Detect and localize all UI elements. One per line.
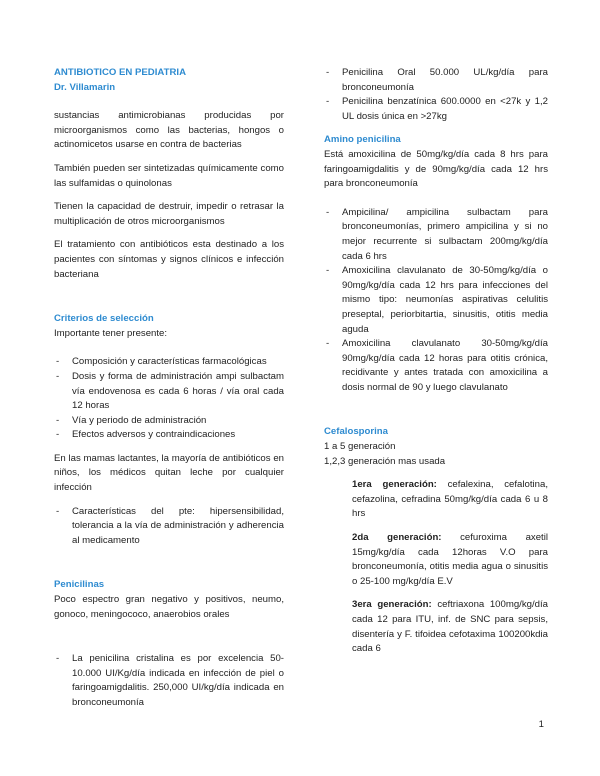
penicilinas-list-left xyxy=(54,652,284,710)
list-item: - Ampicilina/ ampicilina sulbactam para bronconeumonías, primero ampicilina y si no mejor recurrente si sulbactam 200mg/kg/día cada 6 hrs xyxy=(324,206,548,264)
list-item: - Dosis y forma de administración ampi sulbactam vía endovenosa es cada 6 horas / vía oral cada 12 horas xyxy=(54,370,284,414)
intro-paragraph: También pueden ser sintetizadas químicamente como las sulfamidas o quinolonas xyxy=(54,162,284,189)
document-title: ANTIBIOTICO EN PEDIATRIA xyxy=(54,67,187,78)
criterios-lead: Importante tener presente: xyxy=(54,327,168,339)
paciente-list xyxy=(54,505,284,549)
lactancia-paragraph: En las mamas lactantes, la mayoría de antibióticos en niños, los médicos quitan leche por cualquier infección xyxy=(54,452,284,494)
list-item: - Características del pte: hipersensibilidad, tolerancia a la vía de administración y adherencia al medicamento xyxy=(54,505,284,549)
section-heading-amino: Amino penicilina xyxy=(324,134,401,146)
amino-list xyxy=(324,206,548,396)
section-heading-cefalosporina: Cefalosporina xyxy=(324,426,388,438)
intro-paragraph: Tienen la capacidad de destruir, impedir o retrasar la multiplicación de otros microorganismos xyxy=(54,201,284,227)
list-item: - La penicilina cristalina es por excelencia 50-10.000 UI/Kg/día indicada en infección de piel o faringoamigdalitis. 250,000 UI/kg/día indicada en bronconeumonía xyxy=(54,652,284,710)
penicilinas-paragraph: Poco espectro gran negativo y positivos, neumo, gonoco, meningococo, anaerobios orales xyxy=(54,594,284,620)
generation-paragraph xyxy=(352,531,548,589)
list-item: - Penicilina Oral 50.000 UL/kg/día para bronconeumonía xyxy=(324,66,548,95)
list-item: - Amoxicilina clavulanato de 30-50mg/kg/día o 90mg/kg/día cada 12 hrs para infecciones del mismo tipo: neumonías aspirativas celulitis preseptal, periorbitartia, sinusitis, otitis media aguda xyxy=(324,264,548,337)
section-heading-criterios: Criterios de selección xyxy=(54,313,154,325)
generation-text: cefuroxima axetil 15mg/kg/día cada 12horas V.O para bronconeumonía, otitis media agua o sinusitis o 25-100 mg/kg/día E.V xyxy=(352,532,548,587)
cefalosporina-line: 1 a 5 generación xyxy=(324,441,396,453)
right-column xyxy=(324,66,548,657)
generation-label: 2da generación: xyxy=(352,532,442,544)
generation-text: cefalexina, cefalotina, cefazolina, cefradina 50mg/kg/día cada 6 u 8 hrs xyxy=(352,479,548,520)
amino-paragraph: Está amoxicilina de 50mg/kg/día cada 8 hrs para faringoamigdalitis y de 90mg/kg/día cada 12 hrs para bronconeumonía xyxy=(324,148,548,190)
section-heading-penicilinas: Penicilinas xyxy=(54,579,105,591)
generation-paragraph xyxy=(352,598,548,656)
penicilinas-list-right xyxy=(324,66,548,124)
intro-paragraph: sustancias antimicrobianas producidas por microorganismos como las bacterias, hongos o actinomicetos usarse en contra de bacterias xyxy=(54,110,284,151)
generation-paragraph xyxy=(352,478,548,522)
list-item: - Penicilina benzatínica 600.0000 en <27k y 1,2 UL dosis única en >27kg xyxy=(324,95,548,124)
page-number: 1 xyxy=(538,719,544,730)
intro-paragraph: El tratamiento con antibióticos esta destinado a los pacientes con síntomas y signos clínicos e infección bacteriana xyxy=(54,239,284,280)
list-item: - Vía y periodo de administración xyxy=(54,414,284,429)
criterios-list xyxy=(54,355,284,443)
generation-label: 3era generación: xyxy=(352,599,432,611)
generaciones-block xyxy=(324,478,548,657)
generation-label: 1era generación: xyxy=(352,479,437,491)
generation-text: ceftriaxona 100mg/kg/día cada 12 para ITU, inf. de SNC para sepsis, disentería y F. tifoidea cefotaxima 100200kdia cada 6 xyxy=(352,599,548,655)
list-item: - Efectos adversos y contraindicaciones xyxy=(54,428,284,443)
cefalosporina-line: 1,2,3 generación mas usada xyxy=(324,455,446,467)
list-item: - Composición y características farmacológicas xyxy=(54,355,284,370)
list-item: - Amoxicilina clavulanato 30-50mg/kg/día 90mg/kg/día cada 12 horas para otitis crónica, recidivante y antes tratada con amoxicilina a dosis normal de 90 y luego clavulanato xyxy=(324,337,548,395)
left-column xyxy=(54,66,284,711)
author-name: Dr. Villamarin xyxy=(54,81,116,93)
